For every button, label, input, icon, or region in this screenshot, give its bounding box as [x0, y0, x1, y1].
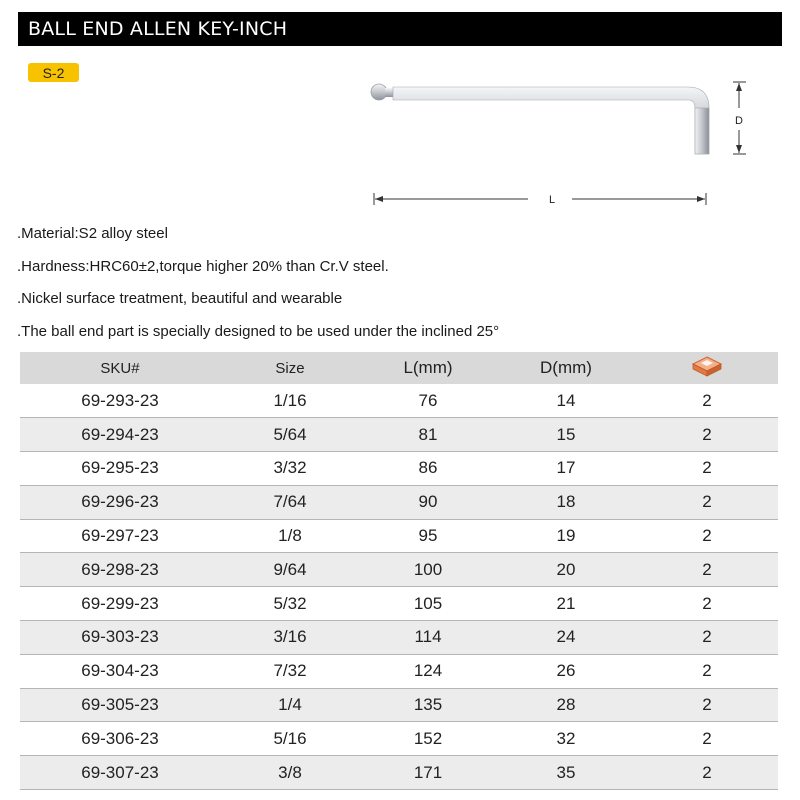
table-header-row [20, 352, 778, 384]
header-size: Size [275, 359, 305, 377]
cell-pack-qty: 2 [702, 695, 712, 715]
cell-size: 1/4 [278, 695, 302, 715]
table-row [20, 485, 778, 519]
cell-pack-qty: 2 [702, 492, 712, 512]
cell-sku: 69-294-23 [81, 424, 159, 444]
spec-table-wrap [20, 352, 778, 790]
cell-sku: 69-293-23 [81, 390, 159, 410]
table-row [20, 688, 778, 722]
cell-pack-qty: 2 [702, 458, 712, 478]
cell-pack-qty: 2 [702, 593, 712, 613]
cell-size: 7/64 [273, 492, 307, 512]
cell-sku: 69-295-23 [81, 458, 159, 478]
cell-diameter: 17 [556, 458, 576, 478]
model-badge [28, 63, 79, 82]
l-label: L [548, 194, 556, 206]
cell-pack-qty: 2 [702, 728, 712, 748]
feature-item: .The ball end part is specially designed to be used under the inclined 25° [17, 322, 500, 340]
cell-pack-qty: 2 [702, 559, 712, 579]
cell-diameter: 24 [556, 627, 576, 647]
cell-size: 3/16 [273, 627, 307, 647]
d-dimension [733, 82, 746, 154]
cell-sku: 69-298-23 [81, 559, 159, 579]
cell-length: 86 [418, 458, 438, 478]
model-badge-label: S-2 [42, 64, 65, 81]
page-title: BALL END ALLEN KEY-INCH [28, 18, 288, 40]
cell-diameter: 32 [556, 728, 576, 748]
cell-pack-qty: 2 [702, 390, 712, 410]
cell-diameter: 14 [556, 390, 576, 410]
cell-sku: 69-299-23 [81, 593, 159, 613]
table-row [20, 452, 778, 486]
cell-length: 81 [418, 424, 438, 444]
package-box-icon [691, 355, 723, 377]
table-row [20, 553, 778, 587]
cell-size: 7/32 [273, 661, 307, 681]
table-row [20, 384, 778, 418]
cell-length: 105 [413, 593, 443, 613]
table-row [20, 418, 778, 452]
cell-sku: 69-307-23 [81, 762, 159, 782]
header-l: L(mm) [403, 358, 453, 377]
cell-pack-qty: 2 [702, 762, 712, 782]
cell-diameter: 20 [556, 559, 576, 579]
cell-size: 1/16 [273, 390, 307, 410]
cell-size: 5/16 [273, 728, 307, 748]
cell-length: 114 [414, 627, 442, 647]
feature-item: .Nickel surface treatment, beautiful and wearable [17, 290, 343, 307]
cell-size: 3/32 [273, 458, 307, 478]
cell-size: 9/64 [273, 559, 307, 579]
table-row [20, 621, 778, 655]
table-row [20, 587, 778, 621]
header-box [636, 352, 778, 384]
cell-sku: 69-304-23 [81, 661, 159, 681]
cell-size: 3/8 [278, 762, 302, 782]
allen-key-shape [371, 84, 709, 154]
cell-length: 124 [413, 661, 443, 681]
header-sku: SKU# [100, 359, 140, 377]
cell-pack-qty: 2 [702, 526, 712, 546]
cell-length: 152 [413, 728, 443, 748]
cell-diameter: 21 [556, 593, 576, 613]
cell-diameter: 15 [556, 424, 576, 444]
table-row [20, 722, 778, 756]
header-d: D(mm) [540, 358, 592, 377]
feature-item: .Material:S2 alloy steel [17, 225, 168, 242]
cell-length: 171 [413, 762, 443, 782]
cell-length: 135 [413, 695, 443, 715]
cell-pack-qty: 2 [702, 424, 712, 444]
cell-sku: 69-297-23 [81, 526, 159, 546]
cell-sku: 69-303-23 [81, 627, 159, 647]
cell-size: 5/32 [273, 593, 307, 613]
feature-list [17, 218, 777, 348]
spec-table [20, 352, 778, 790]
page-title-bar [18, 12, 782, 46]
table-row [20, 654, 778, 688]
cell-sku: 69-296-23 [81, 492, 159, 512]
feature-item: .Hardness:HRC60±2,torque higher 20% than Cr.V steel. [17, 257, 389, 275]
cell-diameter: 35 [556, 762, 576, 782]
cell-diameter: 26 [556, 661, 576, 681]
cell-length: 95 [418, 526, 438, 546]
l-dimension [374, 193, 706, 206]
cell-length: 76 [418, 390, 438, 410]
cell-sku: 69-306-23 [81, 728, 159, 748]
cell-size: 1/8 [278, 526, 302, 546]
table-row [20, 519, 778, 553]
table-row [20, 756, 778, 790]
cell-length: 100 [413, 559, 443, 579]
allen-key-diagram [360, 74, 760, 214]
d-label: D [735, 115, 743, 127]
cell-sku: 69-305-23 [81, 695, 159, 715]
cell-pack-qty: 2 [702, 661, 712, 681]
cell-diameter: 28 [556, 695, 576, 715]
cell-diameter: 19 [556, 526, 576, 546]
cell-length: 90 [418, 492, 438, 512]
cell-pack-qty: 2 [702, 627, 712, 647]
cell-diameter: 18 [556, 492, 576, 512]
cell-size: 5/64 [273, 424, 307, 444]
